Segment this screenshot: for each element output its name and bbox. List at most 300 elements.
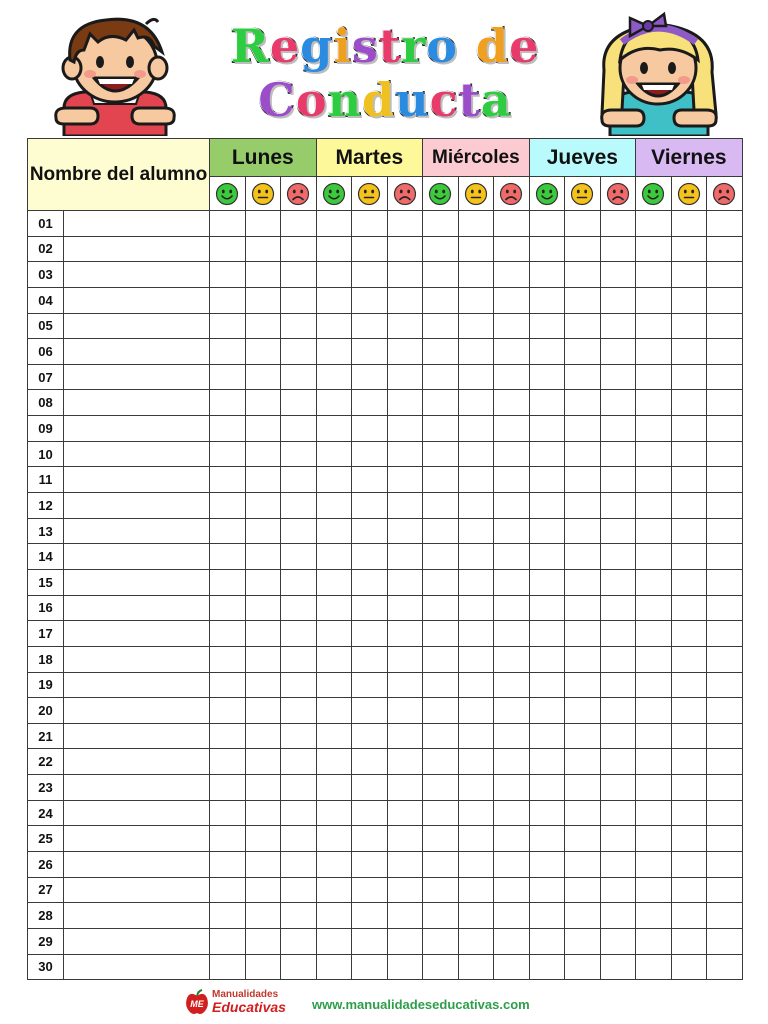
- conduct-mark-cell[interactable]: [494, 416, 530, 442]
- conduct-mark-cell[interactable]: [245, 903, 281, 929]
- conduct-mark-cell[interactable]: [529, 877, 565, 903]
- conduct-mark-cell[interactable]: [565, 954, 601, 980]
- conduct-mark-cell[interactable]: [565, 595, 601, 621]
- conduct-mark-cell[interactable]: [387, 723, 423, 749]
- conduct-mark-cell[interactable]: [636, 749, 672, 775]
- student-name-cell[interactable]: [64, 236, 210, 262]
- conduct-mark-cell[interactable]: [352, 877, 388, 903]
- conduct-mark-cell[interactable]: [671, 569, 707, 595]
- conduct-mark-cell[interactable]: [387, 287, 423, 313]
- conduct-mark-cell[interactable]: [387, 775, 423, 801]
- conduct-mark-cell[interactable]: [458, 800, 494, 826]
- student-name-cell[interactable]: [64, 339, 210, 365]
- conduct-mark-cell[interactable]: [636, 595, 672, 621]
- conduct-mark-cell[interactable]: [494, 390, 530, 416]
- conduct-mark-cell[interactable]: [210, 698, 246, 724]
- student-name-cell[interactable]: [64, 621, 210, 647]
- conduct-mark-cell[interactable]: [636, 441, 672, 467]
- conduct-mark-cell[interactable]: [281, 569, 317, 595]
- conduct-mark-cell[interactable]: [494, 800, 530, 826]
- conduct-mark-cell[interactable]: [352, 390, 388, 416]
- conduct-mark-cell[interactable]: [494, 211, 530, 237]
- conduct-mark-cell[interactable]: [387, 698, 423, 724]
- conduct-mark-cell[interactable]: [636, 569, 672, 595]
- student-name-cell[interactable]: [64, 800, 210, 826]
- conduct-mark-cell[interactable]: [707, 493, 743, 519]
- conduct-mark-cell[interactable]: [458, 262, 494, 288]
- conduct-mark-cell[interactable]: [529, 826, 565, 852]
- conduct-mark-cell[interactable]: [529, 493, 565, 519]
- conduct-mark-cell[interactable]: [352, 903, 388, 929]
- conduct-mark-cell[interactable]: [245, 826, 281, 852]
- conduct-mark-cell[interactable]: [245, 211, 281, 237]
- conduct-mark-cell[interactable]: [494, 903, 530, 929]
- conduct-mark-cell[interactable]: [316, 723, 352, 749]
- conduct-mark-cell[interactable]: [707, 441, 743, 467]
- conduct-mark-cell[interactable]: [281, 364, 317, 390]
- student-name-cell[interactable]: [64, 364, 210, 390]
- conduct-mark-cell[interactable]: [600, 723, 636, 749]
- conduct-mark-cell[interactable]: [636, 672, 672, 698]
- conduct-mark-cell[interactable]: [458, 877, 494, 903]
- conduct-mark-cell[interactable]: [565, 877, 601, 903]
- website-link[interactable]: www.manualidadeseducativas.com: [312, 997, 530, 1012]
- conduct-mark-cell[interactable]: [565, 646, 601, 672]
- conduct-mark-cell[interactable]: [458, 287, 494, 313]
- conduct-mark-cell[interactable]: [671, 672, 707, 698]
- student-name-cell[interactable]: [64, 903, 210, 929]
- conduct-mark-cell[interactable]: [316, 518, 352, 544]
- conduct-mark-cell[interactable]: [281, 723, 317, 749]
- conduct-mark-cell[interactable]: [600, 698, 636, 724]
- conduct-mark-cell[interactable]: [281, 467, 317, 493]
- conduct-mark-cell[interactable]: [707, 364, 743, 390]
- conduct-mark-cell[interactable]: [245, 441, 281, 467]
- conduct-mark-cell[interactable]: [707, 313, 743, 339]
- conduct-mark-cell[interactable]: [565, 544, 601, 570]
- conduct-mark-cell[interactable]: [565, 852, 601, 878]
- conduct-mark-cell[interactable]: [707, 852, 743, 878]
- conduct-mark-cell[interactable]: [210, 493, 246, 519]
- conduct-mark-cell[interactable]: [281, 262, 317, 288]
- conduct-mark-cell[interactable]: [671, 390, 707, 416]
- conduct-mark-cell[interactable]: [423, 800, 459, 826]
- conduct-mark-cell[interactable]: [636, 646, 672, 672]
- conduct-mark-cell[interactable]: [565, 262, 601, 288]
- conduct-mark-cell[interactable]: [707, 672, 743, 698]
- conduct-mark-cell[interactable]: [529, 416, 565, 442]
- conduct-mark-cell[interactable]: [529, 749, 565, 775]
- conduct-mark-cell[interactable]: [600, 826, 636, 852]
- conduct-mark-cell[interactable]: [210, 595, 246, 621]
- student-name-cell[interactable]: [64, 646, 210, 672]
- conduct-mark-cell[interactable]: [671, 698, 707, 724]
- conduct-mark-cell[interactable]: [210, 518, 246, 544]
- conduct-mark-cell[interactable]: [423, 518, 459, 544]
- conduct-mark-cell[interactable]: [494, 646, 530, 672]
- conduct-mark-cell[interactable]: [636, 467, 672, 493]
- conduct-mark-cell[interactable]: [707, 621, 743, 647]
- student-name-cell[interactable]: [64, 826, 210, 852]
- conduct-mark-cell[interactable]: [565, 518, 601, 544]
- conduct-mark-cell[interactable]: [529, 313, 565, 339]
- conduct-mark-cell[interactable]: [529, 211, 565, 237]
- conduct-mark-cell[interactable]: [707, 339, 743, 365]
- conduct-mark-cell[interactable]: [671, 852, 707, 878]
- conduct-mark-cell[interactable]: [636, 211, 672, 237]
- conduct-mark-cell[interactable]: [352, 493, 388, 519]
- student-name-cell[interactable]: [64, 954, 210, 980]
- conduct-mark-cell[interactable]: [387, 441, 423, 467]
- conduct-mark-cell[interactable]: [245, 852, 281, 878]
- conduct-mark-cell[interactable]: [707, 800, 743, 826]
- conduct-mark-cell[interactable]: [707, 569, 743, 595]
- conduct-mark-cell[interactable]: [423, 236, 459, 262]
- conduct-mark-cell[interactable]: [494, 236, 530, 262]
- conduct-mark-cell[interactable]: [565, 903, 601, 929]
- conduct-mark-cell[interactable]: [210, 390, 246, 416]
- conduct-mark-cell[interactable]: [494, 723, 530, 749]
- conduct-mark-cell[interactable]: [600, 672, 636, 698]
- conduct-mark-cell[interactable]: [600, 646, 636, 672]
- conduct-mark-cell[interactable]: [494, 621, 530, 647]
- conduct-mark-cell[interactable]: [565, 569, 601, 595]
- conduct-mark-cell[interactable]: [387, 416, 423, 442]
- conduct-mark-cell[interactable]: [210, 621, 246, 647]
- conduct-mark-cell[interactable]: [423, 287, 459, 313]
- conduct-mark-cell[interactable]: [352, 339, 388, 365]
- conduct-mark-cell[interactable]: [210, 775, 246, 801]
- conduct-mark-cell[interactable]: [600, 852, 636, 878]
- conduct-mark-cell[interactable]: [281, 595, 317, 621]
- conduct-mark-cell[interactable]: [423, 313, 459, 339]
- conduct-mark-cell[interactable]: [316, 775, 352, 801]
- conduct-mark-cell[interactable]: [707, 954, 743, 980]
- conduct-mark-cell[interactable]: [245, 646, 281, 672]
- conduct-mark-cell[interactable]: [565, 698, 601, 724]
- conduct-mark-cell[interactable]: [565, 621, 601, 647]
- student-name-cell[interactable]: [64, 852, 210, 878]
- conduct-mark-cell[interactable]: [494, 826, 530, 852]
- conduct-mark-cell[interactable]: [423, 467, 459, 493]
- conduct-mark-cell[interactable]: [600, 287, 636, 313]
- conduct-mark-cell[interactable]: [316, 954, 352, 980]
- conduct-mark-cell[interactable]: [423, 416, 459, 442]
- conduct-mark-cell[interactable]: [565, 416, 601, 442]
- conduct-mark-cell[interactable]: [423, 698, 459, 724]
- conduct-mark-cell[interactable]: [671, 877, 707, 903]
- conduct-mark-cell[interactable]: [671, 467, 707, 493]
- conduct-mark-cell[interactable]: [352, 262, 388, 288]
- conduct-mark-cell[interactable]: [316, 826, 352, 852]
- conduct-mark-cell[interactable]: [352, 749, 388, 775]
- conduct-mark-cell[interactable]: [600, 775, 636, 801]
- conduct-mark-cell[interactable]: [352, 364, 388, 390]
- conduct-mark-cell[interactable]: [387, 569, 423, 595]
- conduct-mark-cell[interactable]: [352, 698, 388, 724]
- conduct-mark-cell[interactable]: [707, 928, 743, 954]
- conduct-mark-cell[interactable]: [707, 236, 743, 262]
- conduct-mark-cell[interactable]: [671, 211, 707, 237]
- conduct-mark-cell[interactable]: [352, 672, 388, 698]
- conduct-mark-cell[interactable]: [671, 723, 707, 749]
- conduct-mark-cell[interactable]: [600, 800, 636, 826]
- conduct-mark-cell[interactable]: [245, 595, 281, 621]
- conduct-mark-cell[interactable]: [210, 441, 246, 467]
- conduct-mark-cell[interactable]: [387, 262, 423, 288]
- conduct-mark-cell[interactable]: [316, 852, 352, 878]
- conduct-mark-cell[interactable]: [636, 928, 672, 954]
- conduct-mark-cell[interactable]: [565, 390, 601, 416]
- conduct-mark-cell[interactable]: [352, 287, 388, 313]
- conduct-mark-cell[interactable]: [636, 903, 672, 929]
- conduct-mark-cell[interactable]: [494, 467, 530, 493]
- conduct-mark-cell[interactable]: [423, 928, 459, 954]
- conduct-mark-cell[interactable]: [636, 723, 672, 749]
- conduct-mark-cell[interactable]: [423, 672, 459, 698]
- student-name-cell[interactable]: [64, 569, 210, 595]
- conduct-mark-cell[interactable]: [458, 518, 494, 544]
- conduct-mark-cell[interactable]: [423, 390, 459, 416]
- conduct-mark-cell[interactable]: [281, 954, 317, 980]
- conduct-mark-cell[interactable]: [423, 954, 459, 980]
- conduct-mark-cell[interactable]: [671, 621, 707, 647]
- conduct-mark-cell[interactable]: [210, 416, 246, 442]
- conduct-mark-cell[interactable]: [600, 877, 636, 903]
- conduct-mark-cell[interactable]: [707, 544, 743, 570]
- conduct-mark-cell[interactable]: [636, 390, 672, 416]
- conduct-mark-cell[interactable]: [316, 928, 352, 954]
- conduct-mark-cell[interactable]: [600, 467, 636, 493]
- student-name-cell[interactable]: [64, 723, 210, 749]
- conduct-mark-cell[interactable]: [636, 339, 672, 365]
- conduct-mark-cell[interactable]: [565, 339, 601, 365]
- conduct-mark-cell[interactable]: [316, 749, 352, 775]
- conduct-mark-cell[interactable]: [707, 775, 743, 801]
- conduct-mark-cell[interactable]: [707, 416, 743, 442]
- conduct-mark-cell[interactable]: [707, 698, 743, 724]
- conduct-mark-cell[interactable]: [458, 723, 494, 749]
- conduct-mark-cell[interactable]: [423, 749, 459, 775]
- conduct-mark-cell[interactable]: [671, 928, 707, 954]
- conduct-mark-cell[interactable]: [671, 236, 707, 262]
- conduct-mark-cell[interactable]: [458, 852, 494, 878]
- conduct-mark-cell[interactable]: [210, 852, 246, 878]
- conduct-mark-cell[interactable]: [529, 569, 565, 595]
- conduct-mark-cell[interactable]: [352, 211, 388, 237]
- conduct-mark-cell[interactable]: [671, 493, 707, 519]
- conduct-mark-cell[interactable]: [316, 903, 352, 929]
- conduct-mark-cell[interactable]: [458, 698, 494, 724]
- conduct-mark-cell[interactable]: [458, 493, 494, 519]
- conduct-mark-cell[interactable]: [245, 698, 281, 724]
- conduct-mark-cell[interactable]: [316, 493, 352, 519]
- conduct-mark-cell[interactable]: [458, 646, 494, 672]
- conduct-mark-cell[interactable]: [316, 646, 352, 672]
- conduct-mark-cell[interactable]: [423, 775, 459, 801]
- student-name-cell[interactable]: [64, 390, 210, 416]
- conduct-mark-cell[interactable]: [600, 390, 636, 416]
- conduct-mark-cell[interactable]: [707, 826, 743, 852]
- conduct-mark-cell[interactable]: [707, 749, 743, 775]
- conduct-mark-cell[interactable]: [529, 852, 565, 878]
- conduct-mark-cell[interactable]: [636, 877, 672, 903]
- conduct-mark-cell[interactable]: [529, 236, 565, 262]
- conduct-mark-cell[interactable]: [387, 518, 423, 544]
- conduct-mark-cell[interactable]: [494, 287, 530, 313]
- conduct-mark-cell[interactable]: [423, 211, 459, 237]
- conduct-mark-cell[interactable]: [671, 416, 707, 442]
- conduct-mark-cell[interactable]: [600, 364, 636, 390]
- conduct-mark-cell[interactable]: [458, 954, 494, 980]
- conduct-mark-cell[interactable]: [671, 595, 707, 621]
- conduct-mark-cell[interactable]: [423, 339, 459, 365]
- conduct-mark-cell[interactable]: [494, 313, 530, 339]
- conduct-mark-cell[interactable]: [352, 621, 388, 647]
- conduct-mark-cell[interactable]: [423, 569, 459, 595]
- conduct-mark-cell[interactable]: [245, 954, 281, 980]
- conduct-mark-cell[interactable]: [387, 826, 423, 852]
- conduct-mark-cell[interactable]: [458, 749, 494, 775]
- conduct-mark-cell[interactable]: [387, 595, 423, 621]
- conduct-mark-cell[interactable]: [565, 749, 601, 775]
- conduct-mark-cell[interactable]: [352, 852, 388, 878]
- student-name-cell[interactable]: [64, 775, 210, 801]
- conduct-mark-cell[interactable]: [529, 544, 565, 570]
- conduct-mark-cell[interactable]: [636, 493, 672, 519]
- conduct-mark-cell[interactable]: [387, 852, 423, 878]
- conduct-mark-cell[interactable]: [210, 287, 246, 313]
- conduct-mark-cell[interactable]: [671, 262, 707, 288]
- conduct-mark-cell[interactable]: [423, 877, 459, 903]
- conduct-mark-cell[interactable]: [210, 826, 246, 852]
- conduct-mark-cell[interactable]: [423, 544, 459, 570]
- conduct-mark-cell[interactable]: [245, 928, 281, 954]
- conduct-mark-cell[interactable]: [458, 339, 494, 365]
- conduct-mark-cell[interactable]: [210, 928, 246, 954]
- conduct-mark-cell[interactable]: [565, 287, 601, 313]
- conduct-mark-cell[interactable]: [316, 416, 352, 442]
- conduct-mark-cell[interactable]: [245, 569, 281, 595]
- conduct-mark-cell[interactable]: [387, 646, 423, 672]
- conduct-mark-cell[interactable]: [423, 441, 459, 467]
- conduct-mark-cell[interactable]: [529, 390, 565, 416]
- conduct-mark-cell[interactable]: [636, 236, 672, 262]
- conduct-mark-cell[interactable]: [387, 313, 423, 339]
- conduct-mark-cell[interactable]: [210, 646, 246, 672]
- conduct-mark-cell[interactable]: [245, 287, 281, 313]
- conduct-mark-cell[interactable]: [281, 749, 317, 775]
- conduct-mark-cell[interactable]: [565, 800, 601, 826]
- conduct-mark-cell[interactable]: [529, 364, 565, 390]
- conduct-mark-cell[interactable]: [636, 826, 672, 852]
- conduct-mark-cell[interactable]: [600, 544, 636, 570]
- conduct-mark-cell[interactable]: [600, 339, 636, 365]
- conduct-mark-cell[interactable]: [529, 646, 565, 672]
- conduct-mark-cell[interactable]: [387, 236, 423, 262]
- conduct-mark-cell[interactable]: [494, 544, 530, 570]
- student-name-cell[interactable]: [64, 211, 210, 237]
- student-name-cell[interactable]: [64, 672, 210, 698]
- conduct-mark-cell[interactable]: [671, 646, 707, 672]
- conduct-mark-cell[interactable]: [210, 903, 246, 929]
- conduct-mark-cell[interactable]: [529, 800, 565, 826]
- conduct-mark-cell[interactable]: [671, 775, 707, 801]
- conduct-mark-cell[interactable]: [458, 544, 494, 570]
- conduct-mark-cell[interactable]: [281, 313, 317, 339]
- conduct-mark-cell[interactable]: [245, 672, 281, 698]
- conduct-mark-cell[interactable]: [565, 313, 601, 339]
- conduct-mark-cell[interactable]: [210, 262, 246, 288]
- conduct-mark-cell[interactable]: [494, 928, 530, 954]
- conduct-mark-cell[interactable]: [600, 518, 636, 544]
- conduct-mark-cell[interactable]: [600, 595, 636, 621]
- conduct-mark-cell[interactable]: [316, 595, 352, 621]
- conduct-mark-cell[interactable]: [387, 928, 423, 954]
- conduct-mark-cell[interactable]: [707, 595, 743, 621]
- conduct-mark-cell[interactable]: [458, 621, 494, 647]
- conduct-mark-cell[interactable]: [529, 518, 565, 544]
- conduct-mark-cell[interactable]: [245, 390, 281, 416]
- conduct-mark-cell[interactable]: [600, 621, 636, 647]
- conduct-mark-cell[interactable]: [636, 416, 672, 442]
- conduct-mark-cell[interactable]: [352, 313, 388, 339]
- conduct-mark-cell[interactable]: [352, 954, 388, 980]
- conduct-mark-cell[interactable]: [600, 262, 636, 288]
- conduct-mark-cell[interactable]: [316, 262, 352, 288]
- conduct-mark-cell[interactable]: [600, 928, 636, 954]
- student-name-cell[interactable]: [64, 467, 210, 493]
- conduct-mark-cell[interactable]: [210, 954, 246, 980]
- conduct-mark-cell[interactable]: [387, 390, 423, 416]
- conduct-mark-cell[interactable]: [387, 800, 423, 826]
- conduct-mark-cell[interactable]: [494, 672, 530, 698]
- conduct-mark-cell[interactable]: [529, 262, 565, 288]
- conduct-mark-cell[interactable]: [423, 493, 459, 519]
- conduct-mark-cell[interactable]: [565, 493, 601, 519]
- student-name-cell[interactable]: [64, 493, 210, 519]
- conduct-mark-cell[interactable]: [423, 595, 459, 621]
- conduct-mark-cell[interactable]: [458, 775, 494, 801]
- conduct-mark-cell[interactable]: [707, 211, 743, 237]
- conduct-mark-cell[interactable]: [494, 954, 530, 980]
- conduct-mark-cell[interactable]: [316, 877, 352, 903]
- conduct-mark-cell[interactable]: [636, 544, 672, 570]
- conduct-mark-cell[interactable]: [671, 800, 707, 826]
- conduct-mark-cell[interactable]: [565, 672, 601, 698]
- conduct-mark-cell[interactable]: [210, 313, 246, 339]
- conduct-mark-cell[interactable]: [245, 416, 281, 442]
- conduct-mark-cell[interactable]: [494, 877, 530, 903]
- conduct-mark-cell[interactable]: [281, 698, 317, 724]
- conduct-mark-cell[interactable]: [423, 364, 459, 390]
- conduct-mark-cell[interactable]: [707, 646, 743, 672]
- conduct-mark-cell[interactable]: [423, 262, 459, 288]
- conduct-mark-cell[interactable]: [281, 416, 317, 442]
- conduct-mark-cell[interactable]: [636, 518, 672, 544]
- conduct-mark-cell[interactable]: [210, 749, 246, 775]
- conduct-mark-cell[interactable]: [636, 800, 672, 826]
- conduct-mark-cell[interactable]: [281, 852, 317, 878]
- conduct-mark-cell[interactable]: [494, 518, 530, 544]
- conduct-mark-cell[interactable]: [352, 928, 388, 954]
- conduct-mark-cell[interactable]: [210, 544, 246, 570]
- conduct-mark-cell[interactable]: [245, 723, 281, 749]
- conduct-mark-cell[interactable]: [707, 723, 743, 749]
- conduct-mark-cell[interactable]: [458, 211, 494, 237]
- conduct-mark-cell[interactable]: [352, 775, 388, 801]
- conduct-mark-cell[interactable]: [387, 672, 423, 698]
